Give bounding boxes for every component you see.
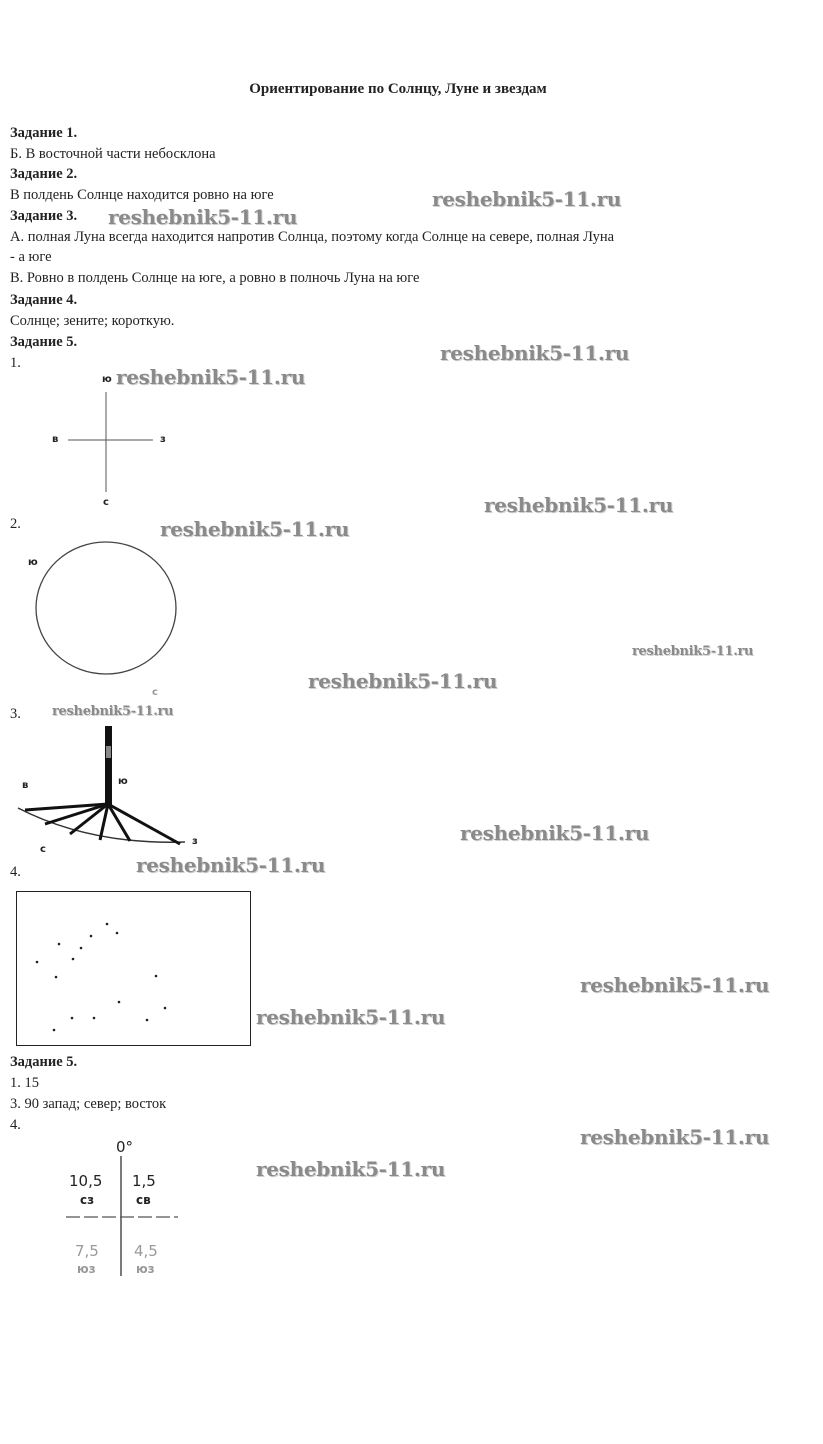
label-east-left: в [52, 434, 59, 445]
page-title: Ориентирование по Солнцу, Луне и звездам [249, 81, 547, 97]
task-2-label: Задание 2. [10, 166, 78, 182]
watermark: reshebnik5-11.ru [136, 853, 326, 877]
cell-ne-dir: св [136, 1193, 151, 1207]
cell-sw-dir: юз [77, 1262, 96, 1276]
label-north: с [40, 844, 46, 855]
cell-se-value: 4,5 [134, 1242, 158, 1260]
label-west-right: з [160, 434, 166, 445]
star-field-dots [17, 892, 252, 1047]
cell-ne-value: 1,5 [132, 1172, 156, 1190]
task-5-item-1: 1. [10, 355, 21, 371]
task-5-label: Задание 5. [10, 334, 78, 350]
task-5b-answer-1: 1. 15 [10, 1075, 39, 1091]
label-north: с [152, 687, 158, 698]
compass-cross-lines [0, 370, 220, 520]
task-2-answer: В полдень Солнце находится ровно на юге [10, 187, 274, 203]
task-1-answer: Б. В восточной части небосклона [10, 146, 216, 162]
task-5b-answer-4: 4. [10, 1117, 21, 1133]
task-5b-label: Задание 5. [10, 1054, 78, 1070]
sundial-rays [0, 720, 220, 860]
watermark: reshebnik5-11.ru [308, 669, 498, 693]
label-south: ю [28, 557, 38, 568]
label-south: ю [118, 776, 128, 787]
watermark: reshebnik5-11.ru [580, 973, 770, 997]
task-3-answer-a-cont: - а юге [10, 249, 52, 265]
task-5-item-2: 2. [10, 516, 21, 532]
task-1-label: Задание 1. [10, 125, 78, 141]
task-4-answer: Солнце; зените; короткую. [10, 313, 175, 329]
task-3-answer-b: В. Ровно в полдень Солнце на юге, а ровно в полночь Луна на юге [10, 270, 420, 286]
watermark: reshebnik5-11.ru [432, 187, 622, 211]
label-zero-degrees: 0° [116, 1138, 134, 1156]
label-west: з [192, 836, 198, 847]
watermark: reshebnik5-11.ru [580, 1125, 770, 1149]
watermark: reshebnik5-11.ru [632, 644, 754, 659]
quadrant-lines [50, 1136, 200, 1286]
watermark: reshebnik5-11.ru [116, 365, 306, 389]
label-east: в [22, 780, 29, 791]
task-5b-answer-3: 3. 90 запад; север; восток [10, 1096, 167, 1112]
watermark: reshebnik5-11.ru [160, 517, 350, 541]
watermark: reshebnik5-11.ru [440, 341, 630, 365]
cell-sw-value: 7,5 [75, 1242, 99, 1260]
azimuth-quadrant-diagram [50, 1136, 200, 1286]
sundial-diagram [0, 720, 220, 860]
task-5-item-3: 3. [10, 706, 21, 722]
circle-diagram [0, 535, 220, 705]
compass-cross-diagram [0, 370, 220, 520]
cell-nw-value: 10,5 [69, 1172, 103, 1190]
watermark: reshebnik5-11.ru [52, 704, 174, 719]
watermark: reshebnik5-11.ru [256, 1157, 446, 1181]
cell-se-dir: юз [136, 1262, 155, 1276]
task-4-label: Задание 4. [10, 292, 78, 308]
watermark: reshebnik5-11.ru [256, 1005, 446, 1029]
watermark: reshebnik5-11.ru [460, 821, 650, 845]
cell-nw-dir: сз [80, 1193, 95, 1207]
watermark: reshebnik5-11.ru [484, 493, 674, 517]
star-field-diagram [16, 891, 251, 1046]
label-south-top: ю [102, 374, 112, 385]
label-north-bottom: с [103, 497, 109, 508]
task-3-label: Задание 3. [10, 208, 78, 224]
task-3-answer-a: А. полная Луна всегда находится напротив Солнца, поэтому когда Солнце на севере, полная Луна [10, 229, 615, 245]
watermark: reshebnik5-11.ru [108, 205, 298, 229]
task-5-item-4: 4. [10, 864, 21, 880]
